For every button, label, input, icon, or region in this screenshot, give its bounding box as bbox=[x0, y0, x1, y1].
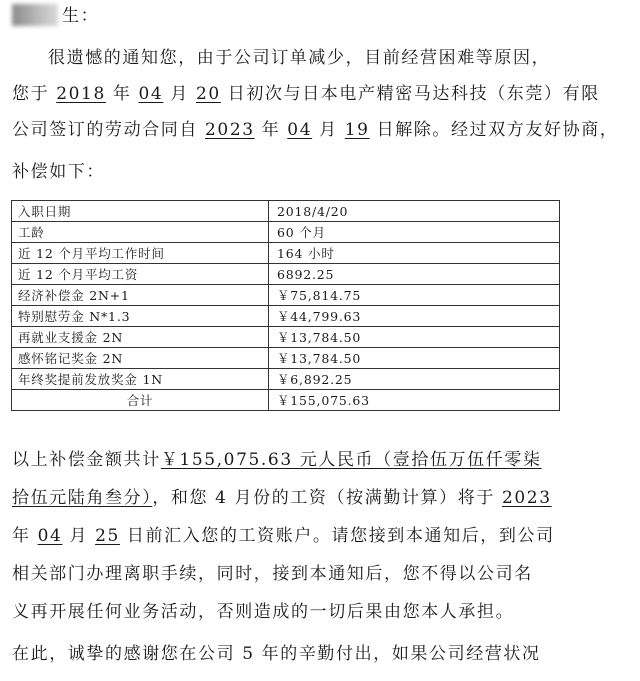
paragraph-2-line-4: 相关部门办理离职手续，同时，接到本通知后，您不得以公司名 bbox=[12, 564, 533, 584]
end-day: 19 bbox=[344, 120, 370, 140]
end-month: 04 bbox=[287, 120, 313, 140]
paragraph-1-line-4: 补偿如下： bbox=[12, 162, 105, 182]
redacted-name bbox=[12, 4, 58, 26]
pay-day: 25 bbox=[95, 526, 120, 546]
table-total-row: 合计 ￥155,075.63 bbox=[12, 390, 560, 411]
salutation-line bbox=[12, 4, 99, 28]
table-row: 感怀铭记奖金 2N ￥13,784.50 bbox=[12, 348, 560, 369]
table-row: 经济补偿金 2N+1 ￥75,814.75 bbox=[12, 285, 560, 306]
paragraph-2-line-1: 以上补偿金额共计￥155,075.63 元人民币（壹拾伍万伍仟零柒 bbox=[12, 450, 542, 470]
total-amount-continued: 拾伍元陆角叁分） bbox=[12, 488, 153, 508]
table-row: 工龄 60 个月 bbox=[12, 222, 560, 243]
table-row: 特别慰劳金 N*1.3 ￥44,799.63 bbox=[12, 306, 560, 327]
table-row: 再就业支援金 2N ￥13,784.50 bbox=[12, 327, 560, 348]
paragraph-2-line-2: 拾伍元陆角叁分），和您 4 月份的工资（按满勤计算）将于 2023 bbox=[12, 488, 552, 508]
paragraph-2-line-3: 年 04 月 25 日前汇入您的工资账户。请您接到本通知后，到公司 bbox=[12, 526, 555, 546]
paragraph-1-line-3: 公司签订的劳动合同自 2023 年 04 月 19 日解除。经过双方友好协商， bbox=[12, 120, 619, 140]
total-amount: ￥155,075.63 元人民币（壹拾伍万伍仟零柒 bbox=[160, 450, 542, 470]
salutation-suffix: 生： bbox=[62, 6, 100, 26]
end-year: 2023 bbox=[205, 120, 255, 140]
table-row: 近 12 个月平均工作时间 164 小时 bbox=[12, 243, 560, 264]
paragraph-1-line-2: 您于 2018 年 04 月 20 日初次与日本电产精密马达科技（东莞）有限 bbox=[12, 84, 600, 104]
edge-fade bbox=[550, 641, 640, 681]
compensation-table bbox=[11, 200, 560, 411]
table-row: 入职日期 2018/4/20 bbox=[12, 201, 560, 222]
pay-month: 04 bbox=[37, 526, 63, 546]
start-month: 04 bbox=[138, 84, 164, 104]
start-year: 2018 bbox=[56, 84, 106, 104]
table-row: 年终奖提前发放奖金 1N ￥6,892.25 bbox=[12, 369, 560, 390]
paragraph-1-line-1: 很遗憾的通知您，由于公司订单减少，目前经营困难等原因， bbox=[48, 48, 551, 68]
table-row: 近 12 个月平均工资 6892.25 bbox=[12, 264, 560, 285]
paragraph-2-line-5: 义再开展任何业务活动，否则造成的一切后果由您本人承担。 bbox=[12, 602, 515, 622]
start-day: 20 bbox=[195, 84, 221, 104]
pay-year: 2023 bbox=[501, 488, 552, 508]
paragraph-3-line-1: 在此，诚挚的感谢您在公司 5 年的辛勤付出，如果公司经营状况 bbox=[12, 644, 541, 664]
